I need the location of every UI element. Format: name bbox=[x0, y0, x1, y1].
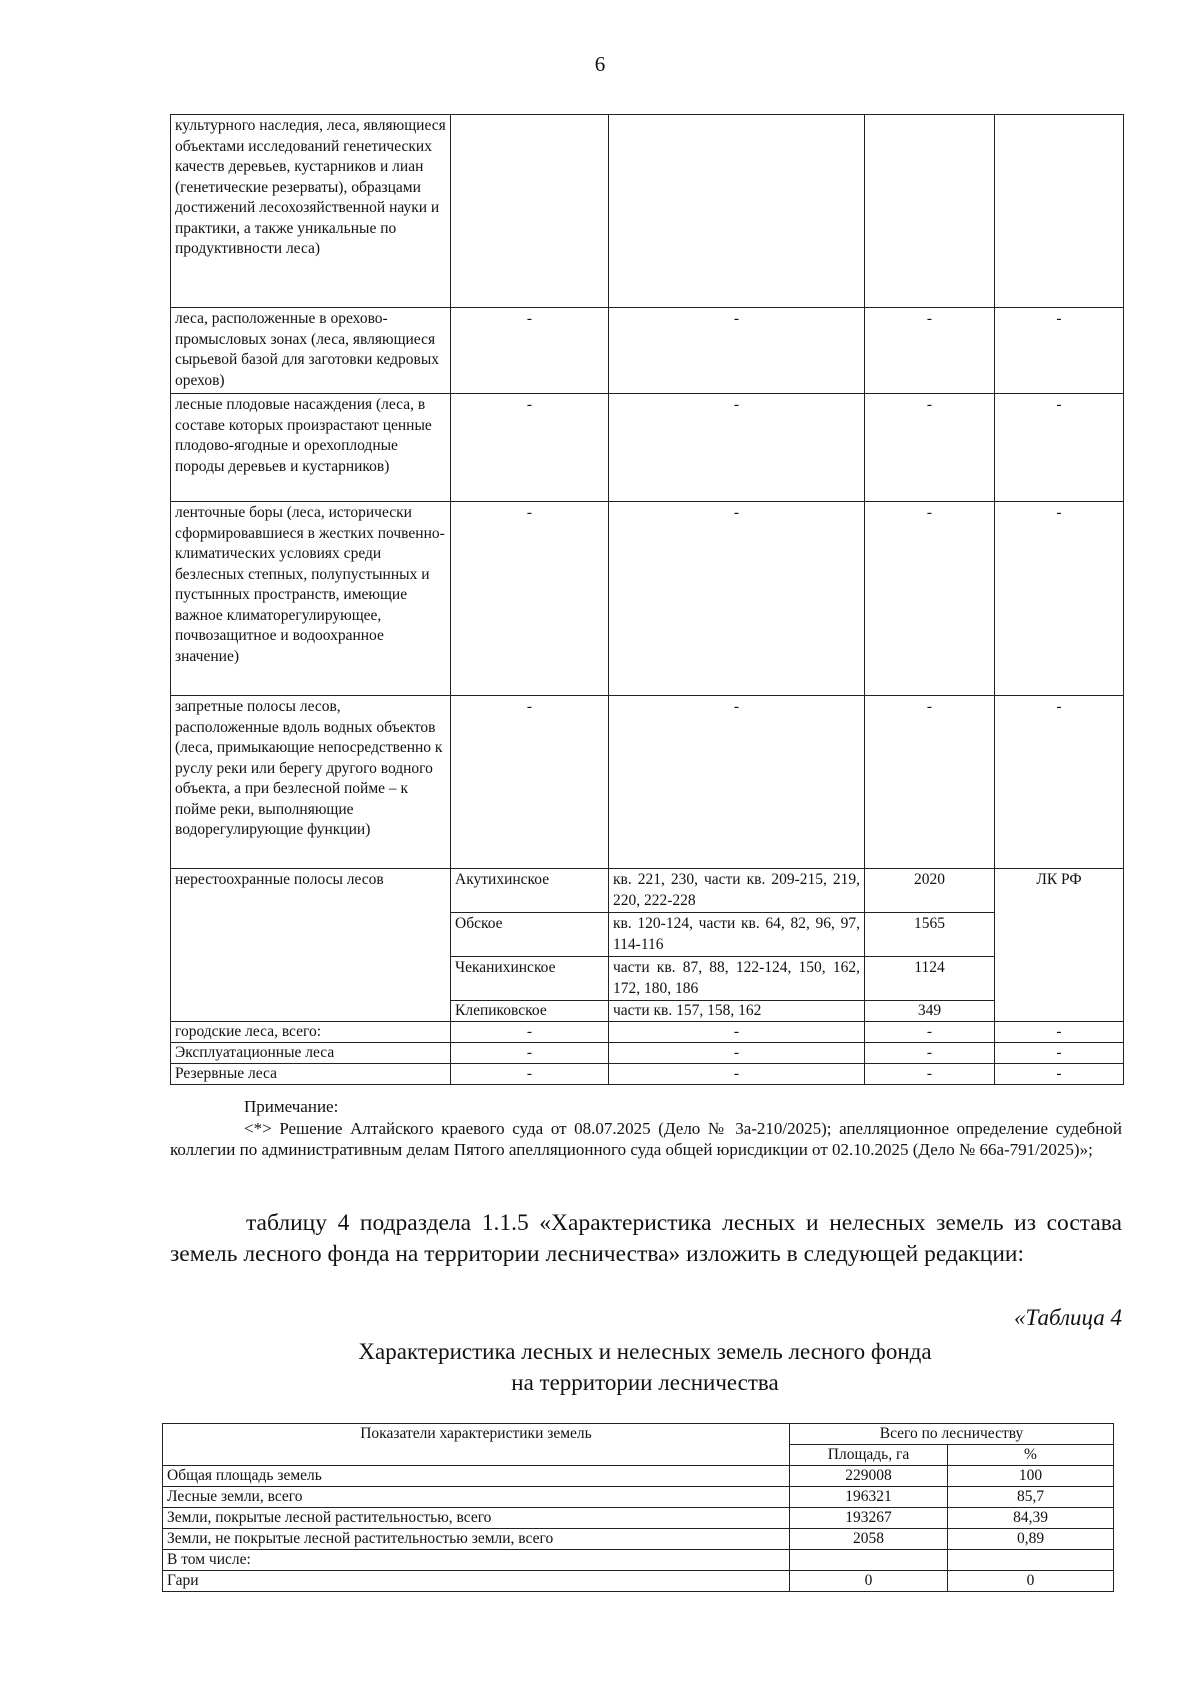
indicator-cell: Лесные земли, всего bbox=[163, 1487, 790, 1508]
area-cell: 0 bbox=[790, 1571, 948, 1592]
amendment-paragraph: таблицу 4 подраздела 1.1.5 «Характеристика лесных и нелесных земель из состава земель лесного фонда на территории лесничества» изложить в следующей редакции: bbox=[170, 1210, 1122, 1267]
area-cell: - bbox=[865, 1064, 995, 1085]
table-label: «Таблица 4 bbox=[1013, 1305, 1122, 1330]
percent-header: % bbox=[948, 1445, 1114, 1466]
table-row bbox=[171, 1064, 1124, 1085]
basis-cell: - bbox=[995, 1064, 1124, 1085]
area-cell: 2058 bbox=[790, 1529, 948, 1550]
district-cell bbox=[451, 115, 609, 308]
table-row bbox=[171, 502, 1124, 696]
basis-cell: - bbox=[995, 308, 1124, 394]
district-cell: - bbox=[451, 308, 609, 394]
table-row bbox=[171, 308, 1124, 394]
area-cell: 349 bbox=[865, 1001, 995, 1022]
area-cell: 1124 bbox=[865, 957, 995, 1001]
quarters-cell: кв. 120-124, части кв. 64, 82, 96, 97, 114-116 bbox=[609, 913, 865, 957]
category-cell: лесные плодовые насаждения (леса, в составе которых произрастают ценные плодово-ягодные и орехоплодные породы деревьев и кустарников) bbox=[171, 394, 451, 502]
district-cell: - bbox=[451, 1022, 609, 1043]
percent-cell: 0 bbox=[948, 1571, 1114, 1592]
table-title-line-2: на территории лесничества bbox=[511, 1370, 779, 1395]
indicator-cell: В том числе: bbox=[163, 1550, 790, 1571]
quarters-cell: кв. 221, 230, части кв. 209-215, 219, 220, 222-228 bbox=[609, 869, 865, 913]
category-cell: нерестоохранные полосы лесов bbox=[171, 869, 451, 1022]
table-row bbox=[163, 1571, 1114, 1592]
area-cell bbox=[865, 115, 995, 308]
area-cell: - bbox=[865, 394, 995, 502]
quarters-cell: - bbox=[609, 1022, 865, 1043]
table-row bbox=[171, 1043, 1124, 1064]
quarters-cell: - bbox=[609, 696, 865, 869]
area-cell: - bbox=[865, 1043, 995, 1064]
quarters-cell: - bbox=[609, 1064, 865, 1085]
percent-cell: 0,89 bbox=[948, 1529, 1114, 1550]
category-cell: Эксплуатационные леса bbox=[171, 1043, 451, 1064]
note-body: <*> Решение Алтайского краевого суда от 08.07.2025 (Дело № 3а-210/2025); апелляционное определение судебной коллегии по административным делам Пятого апелляционного суда общей юрисдикции от 02.10.2025 (Дело № 66а-791/2025)»; bbox=[170, 1119, 1122, 1159]
quarters-cell: - bbox=[609, 394, 865, 502]
table-row bbox=[163, 1529, 1114, 1550]
district-cell: Чеканихинское bbox=[451, 957, 609, 1001]
area-cell: - bbox=[865, 308, 995, 394]
area-cell: 193267 bbox=[790, 1508, 948, 1529]
page-number: 6 bbox=[594, 52, 606, 76]
table-row bbox=[171, 115, 1124, 308]
area-cell: - bbox=[865, 1022, 995, 1043]
indicator-cell: Земли, покрытые лесной растительностью, всего bbox=[163, 1508, 790, 1529]
land-characteristics-table bbox=[162, 1423, 1114, 1592]
quarters-cell: - bbox=[609, 308, 865, 394]
table-row bbox=[163, 1508, 1114, 1529]
district-cell: - bbox=[451, 394, 609, 502]
percent-cell: 85,7 bbox=[948, 1487, 1114, 1508]
basis-cell: - bbox=[995, 1043, 1124, 1064]
basis-cell: - bbox=[995, 696, 1124, 869]
area-cell: - bbox=[865, 696, 995, 869]
district-cell: Акутихинское bbox=[451, 869, 609, 913]
quarters-cell: - bbox=[609, 502, 865, 696]
indicator-cell: Земли, не покрытые лесной растительностью земли, всего bbox=[163, 1529, 790, 1550]
category-cell: леса, расположенные в орехово-промысловых зонах (леса, являющиеся сырьевой базой для заготовки кедровых орехов) bbox=[171, 308, 451, 394]
area-header: Площадь, га bbox=[790, 1445, 948, 1466]
area-cell: 196321 bbox=[790, 1487, 948, 1508]
table-row bbox=[171, 696, 1124, 869]
area-cell: - bbox=[865, 502, 995, 696]
table-row bbox=[171, 394, 1124, 502]
total-header: Всего по лесничеству bbox=[790, 1424, 1114, 1445]
protective-forests-table bbox=[170, 114, 1124, 1085]
quarters-cell: части кв. 157, 158, 162 bbox=[609, 1001, 865, 1022]
district-cell: Обское bbox=[451, 913, 609, 957]
area-cell: 2020 bbox=[865, 869, 995, 913]
indicator-header: Показатели характеристики земель bbox=[163, 1424, 790, 1466]
indicator-cell: Гари bbox=[163, 1571, 790, 1592]
percent-cell: 84,39 bbox=[948, 1508, 1114, 1529]
area-cell: 1565 bbox=[865, 913, 995, 957]
table-row bbox=[171, 869, 1124, 913]
district-cell: - bbox=[451, 1064, 609, 1085]
table-row bbox=[163, 1466, 1114, 1487]
area-cell: 229008 bbox=[790, 1466, 948, 1487]
district-cell: - bbox=[451, 1043, 609, 1064]
table-row bbox=[163, 1487, 1114, 1508]
district-cell: - bbox=[451, 502, 609, 696]
percent-cell: 100 bbox=[948, 1466, 1114, 1487]
category-cell: запретные полосы лесов, расположенные вдоль водных объектов (леса, примыкающие непосредственно к руслу реки или берегу другого водного объекта, а при безлесной пойме – к пойме реки, выполняющие водорегулирующие функции) bbox=[171, 696, 451, 869]
quarters-cell bbox=[609, 115, 865, 308]
table-row bbox=[163, 1550, 1114, 1571]
category-cell: культурного наследия, леса, являющиеся объектами исследований генетических качеств деревьев, кустарников и лиан (генетические резерваты), образцами достижений лесохозяйственной науки и практики, а также уникальные по продуктивности леса) bbox=[171, 115, 451, 308]
basis-cell: - bbox=[995, 502, 1124, 696]
quarters-cell: - bbox=[609, 1043, 865, 1064]
quarters-cell: части кв. 87, 88, 122-124, 150, 162, 172, 180, 186 bbox=[609, 957, 865, 1001]
category-cell: городские леса, всего: bbox=[171, 1022, 451, 1043]
percent-cell bbox=[948, 1550, 1114, 1571]
category-cell: Резервные леса bbox=[171, 1064, 451, 1085]
table-row bbox=[171, 1022, 1124, 1043]
indicator-cell: Общая площадь земель bbox=[163, 1466, 790, 1487]
table-title bbox=[0, 1336, 1200, 1398]
district-cell: - bbox=[451, 696, 609, 869]
basis-cell bbox=[995, 115, 1124, 308]
basis-cell: - bbox=[995, 1022, 1124, 1043]
table-title-line-1: Характеристика лесных и нелесных земель лесного фонда bbox=[358, 1339, 932, 1364]
note-title: Примечание: bbox=[244, 1097, 339, 1116]
basis-cell: ЛК РФ bbox=[995, 869, 1124, 1022]
category-cell: ленточные боры (леса, исторически сформировавшиеся в жестких почвенно-климатических условиях среди безлесных степных, полупустынных и пустынных пространств, имеющие важное климаторегулирующее, почвозащитное и водоохранное значение) bbox=[171, 502, 451, 696]
basis-cell: - bbox=[995, 394, 1124, 502]
header-row bbox=[163, 1424, 1114, 1445]
district-cell: Клепиковское bbox=[451, 1001, 609, 1022]
area-cell bbox=[790, 1550, 948, 1571]
